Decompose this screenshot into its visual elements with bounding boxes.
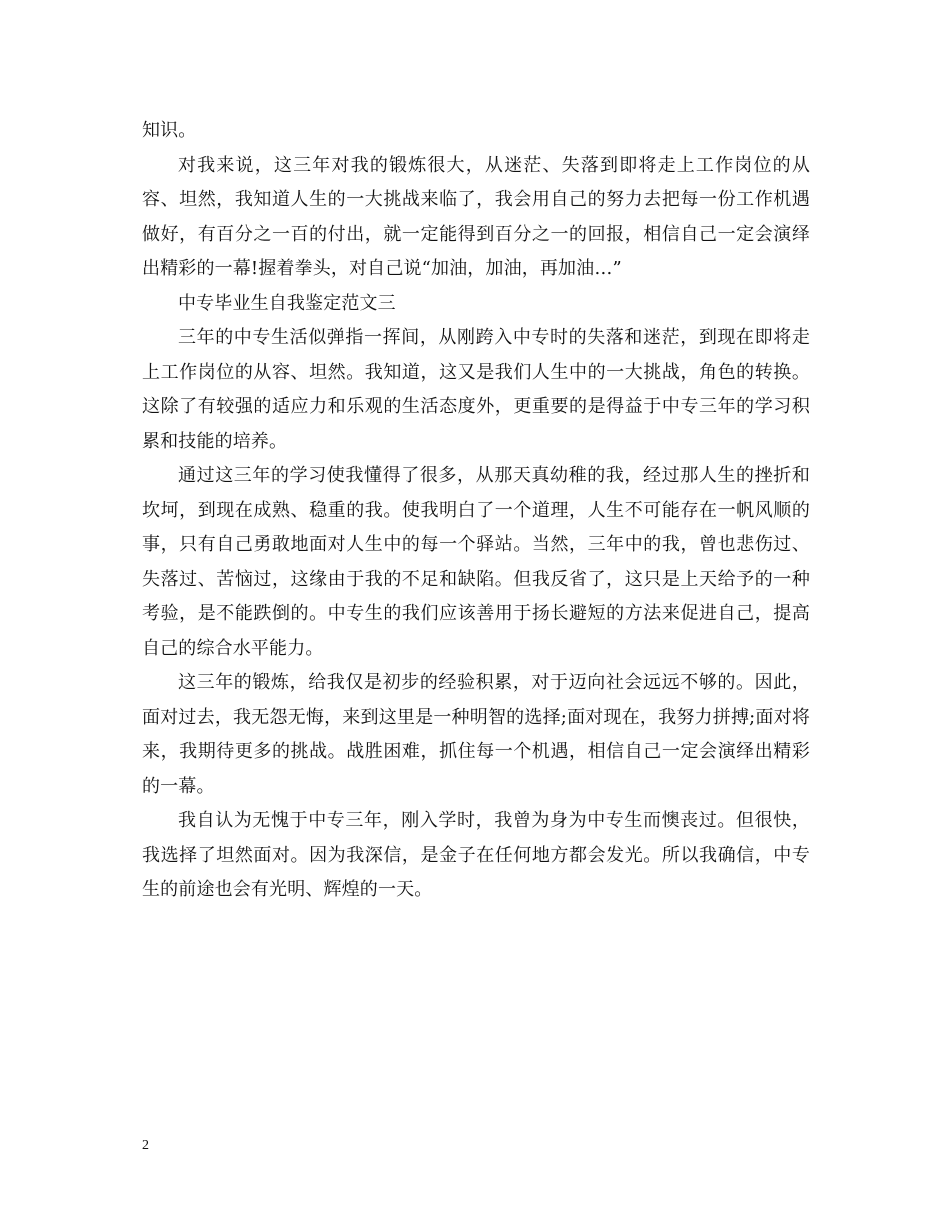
paragraph: 我自认为无愧于中专三年，刚入学时，我曾为身为中专生而懊丧过。但很快，我选择了坦然面对。因为我深信，是金子在任何地方都会发光。所以我确信，中专生的前途也会有光明、辉煌的一天。 [142,810,810,900]
section-heading: 中专毕业生自我鉴定范文三 [178,292,396,314]
paragraph: 通过这三年的学习使我懂得了很多，从那天真幼稚的我，经过那人生的挫折和坎坷，到现在成熟、稳重的我。使我明白了一个道理，人生不可能存在一帆风顺的事，只有自己勇敢地面对人生中的每一个驿站。当然，三年中的我，曾也悲伤过、失落过、苦恼过，这缘由于我的不足和缺陷。但我反省了，这只是上天给予的一种考验，是不能跌倒的。中专生的我们应该善用于扬长避短的方法来促进自己，提高自己的综合水平能力。 [142,465,810,659]
paragraph: 这三年的锻炼，给我仅是初步的经验积累，对于迈向社会远远不够的。因此，面对过去，我无怨无悔，来到这里是一种明智的选择;面对现在，我努力拼搏;面对将来，我期待更多的挑战。战胜困难，抓住每一个机遇，相信自己一定会演绎出精彩的一幕。 [142,672,810,797]
document-body [142,114,810,908]
paragraph: 三年的中专生活似弹指一挥间，从刚跨入中专时的失落和迷茫，到现在即将走上工作岗位的从容、坦然。我知道，这又是我们人生中的一大挑战，角色的转换。这除了有较强的适应力和乐观的生活态度外，更重要的是得益于中专三年的学习积累和技能的培养。 [142,327,810,452]
page-number: 2 [142,1138,149,1153]
paragraph-continuation: 知识。 [142,120,197,141]
paragraph: 对我来说，这三年对我的锻炼很大，从迷茫、失落到即将走上工作岗位的从容、坦然，我知道人生的一大挑战来临了，我会用自己的努力去把每一份工作机遇做好，有百分之一百的付出，就一定能得到百分之一的回报，相信自己一定会演绎出精彩的一幕!握着拳头，对自己说“加油，加油，再加油…” [142,154,810,279]
